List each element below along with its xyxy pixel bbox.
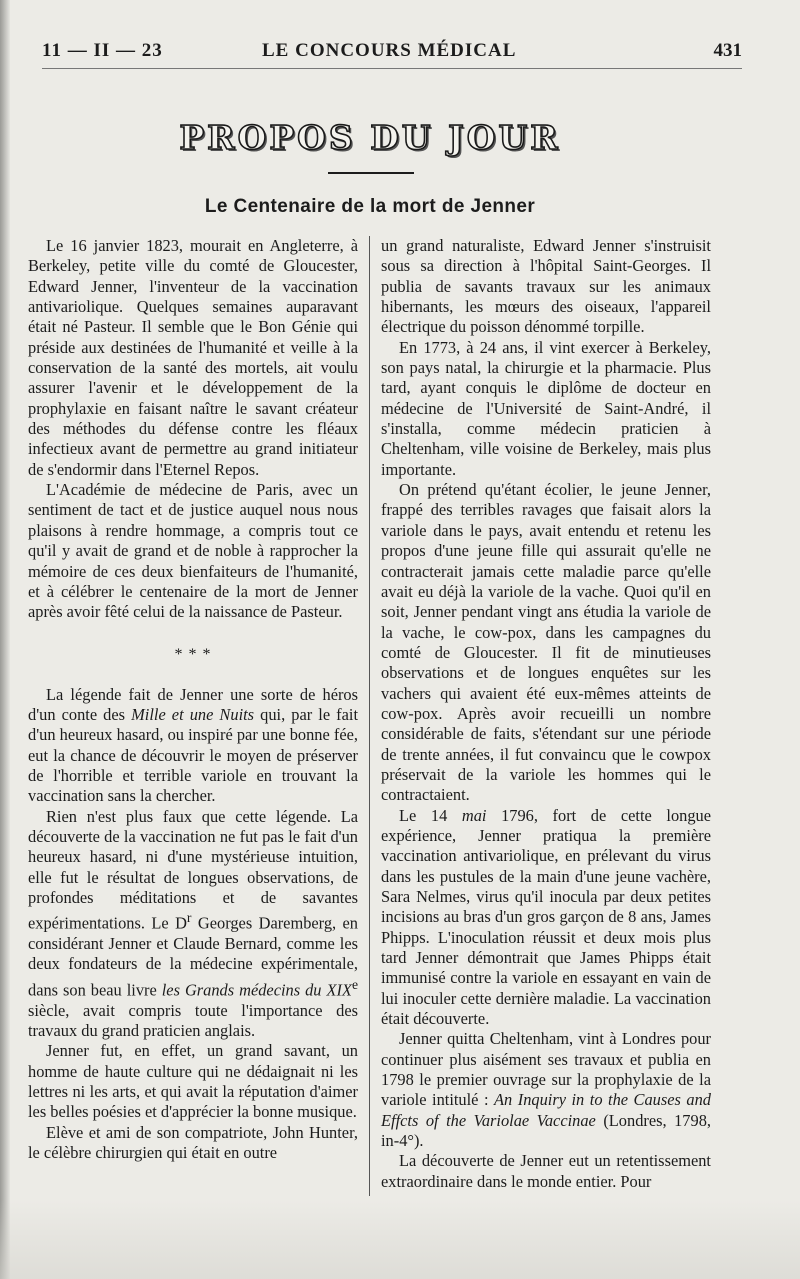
paragraph: un grand naturaliste, Edward Jenner s'instruisit sous sa direction à l'hôpital Saint-Georges. Il publia de savants travaux sur les animaux hibernants, les mœurs des oiseaux, l'appareil électrique du poisson dénommé torpille. xyxy=(381,236,711,337)
section-title: PROPOS DU JOUR xyxy=(179,118,561,157)
issue-date: 11 — II — 23 xyxy=(42,40,163,61)
title-divider xyxy=(328,172,414,174)
paragraph: Elève et ami de son compatriote, John Hunter, le célèbre chirurgien qui était en outre xyxy=(28,1122,358,1163)
paragraph: Le 14 mai 1796, fort de cette longue expérience, Jenner pratiqua la première vaccination antivariolique, en prélevant du virus dans les pustules de la main d'une jeune vachère, Sara Nelmes, virus qu'il inocula par deux petites incisions au bras d'un gros garçon de 8 ans, James Phipps. L'inoculation réussit et deux mois plus tard Jenner démontrait que James Phipps était immunisé contre la variole en essayant en vain de lui inoculer cette dernière maladie. La vaccination était découverte. xyxy=(381,805,712,1029)
page-bottom-shade xyxy=(0,1200,800,1279)
paragraph: Jenner fut, en effet, un grand savant, un homme de haute culture qui ne dédaignait ni les lettres ni les arts, et qui avait la réputation d'aimer les belles poésies et d'apprécier la bonne musique. xyxy=(28,1041,358,1122)
page-number: 431 xyxy=(713,40,742,61)
paragraph: En 1773, à 24 ans, il vint exercer à Berkeley, son pays natal, la chirurgie et la pharmacie. Plus tard, ayant conquis le diplôme de docteur en médecine de l'Université de Saint-André, il s'installa, comme médecin praticien à Cheltenham, ville voisine de Berkeley, mais plus importante. xyxy=(381,337,711,479)
paragraph: Le 16 janvier 1823, mourait en Angleterre, à Berkeley, petite ville du comté de Gloucester, Edward Jenner, l'inventeur de la vaccination antivariolique. Quelques semaines auparavant était né Pasteur. Il semble que le Bon Génie qui préside aux destinées de l'humanité et veille à la conservation de la santé des mortels, ait voulu assurer l'avenir et le développement de la prophylaxie en faisant naître le savant créateur des méthodes du défense contre les fléaux infectieux avant de permettre au grand initiateur de s'endormir dans l'Eternel Repos. xyxy=(28,236,358,479)
journal-name: LE CONCOURS MÉDICAL xyxy=(262,40,517,61)
paragraph: Rien n'est plus faux que cette légende. La découverte de la vaccination ne fut pas le fait d'un heureux hasard, ni d'une mystérieuse intuition, elle fut le résultat de longues observations, de profondes méditations et de savantes expérimentations. Le $D^r$ Georges Daremberg, en considérant Jenner et Claude Bernard, comme les deux fondateurs de la médecine expérimentale, dans son beau livre les Grands médecins du XIXe siècle, avait compris toute l'importance des travaux du grand praticien anglais. xyxy=(28,806,359,1040)
section-separator: * * * xyxy=(174,645,212,663)
right-column xyxy=(381,236,711,1192)
page-header xyxy=(42,40,742,66)
paragraph: La légende fait de Jenner une sorte de héros d'un conte des Mille et une Nuits qui, par le fait d'un heureux hasard, ou inspiré par une bonne fée, eut la chance de découvrir le moyen de préserver de l'horrible et terrible variole en trouvant la vaccination sans la chercher. xyxy=(28,684,359,806)
paragraph: Jenner quitta Cheltenham, vint à Londres pour continuer plus aisément ses travaux et publia en 1798 le premier ouvrage sur la prophylaxie de la variole intitulé : An Inquiry in to the Causes and Effcts of the Variolae Vaccinae (Londres, 1798, in-4°). xyxy=(381,1029,711,1151)
paragraph: L'Académie de médecine de Paris, avec un sentiment de tact et de justice auquel nous nous plaisons à rendre hommage, a compris tout ce qu'il y avait de grand et de noble à rapprocher la mémoire de ces deux bienfaiteurs de l'humanité, et à célébrer le centenaire de la mort de Jenner après avoir fêté celui de la naissance de Pasteur. xyxy=(28,480,358,622)
column-divider xyxy=(369,236,370,1196)
left-column xyxy=(28,236,358,1163)
page-edge xyxy=(0,0,10,1279)
article-title: Le Centenaire de la mort de Jenner xyxy=(204,196,536,217)
header-rule xyxy=(42,68,742,69)
paragraph: On prétend qu'étant écolier, le jeune Jenner, frappé des terribles ravages que faisait alors la variole dans le pays, avait entendu et retenu les propos d'une jeune fille qui assurait qu'elle ne contracterait jamais cette maladie parce qu'elle avait eu déjà la variole de la vache. Quoi qu'il en soit, Jenner pendant vingt ans étudia la variole de la vache, le cow-pox, dans les campagnes du comté de Gloucester. Il fit de minutieuses observations et de longues enquêtes sur les vachers qui avaient été eux-mêmes atteints de cow-pox. Après avoir recueilli un nombre considérable de faits, s'étendant sur une période de trente années, il fut convaincu que le cowpox préservait de la variole les hommes qui le contractaient. xyxy=(381,480,711,805)
paragraph: La découverte de Jenner eut un retentissement extraordinaire dans le monde entier. Pour xyxy=(381,1151,711,1191)
